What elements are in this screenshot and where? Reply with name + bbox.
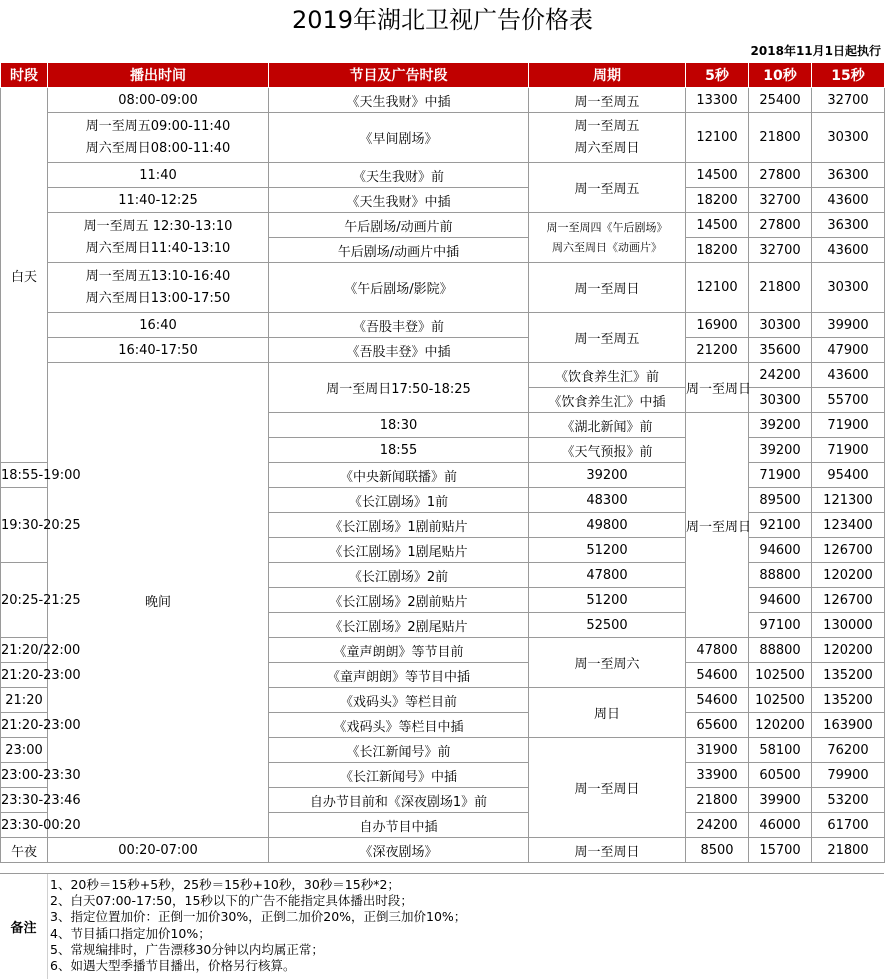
table-row <box>1 363 885 388</box>
slot-cell: 《长江剧场》2前 <box>269 563 529 588</box>
cycle-cell <box>529 113 686 163</box>
cycle-line: 周一至周四《午后剧场》 <box>546 220 668 234</box>
price-5s: 47800 <box>686 638 749 663</box>
price-5s: 51200 <box>529 588 686 613</box>
price-10s: 39900 <box>749 788 812 813</box>
price-5s: 12100 <box>686 113 749 163</box>
price-10s: 27800 <box>749 163 812 188</box>
price-15s: 120200 <box>812 638 885 663</box>
time-cell: 21:20/22:00 <box>1 638 48 663</box>
price-15s: 43600 <box>812 238 885 263</box>
time-cell <box>48 113 269 163</box>
price-15s: 79900 <box>812 763 885 788</box>
price-10s: 43600 <box>812 363 885 388</box>
price-15s: 21800 <box>812 838 885 863</box>
price-15s: 47900 <box>812 338 885 363</box>
price-5s: 18200 <box>686 188 749 213</box>
notes-list <box>50 877 466 974</box>
time-cell: 08:00-09:00 <box>48 88 269 113</box>
price-10s: 46000 <box>749 813 812 838</box>
time-cell: 周一至周日17:50-18:25 <box>269 363 529 413</box>
time-line: 周六至周日13:00-17:50 <box>85 290 231 306</box>
table-row <box>1 213 885 238</box>
note-item: 6、如遇大型季播节目播出，价格另行核算。 <box>50 958 296 974</box>
slot-cell: 《天生我财》前 <box>269 163 529 188</box>
time-cell: 23:30-23:46 <box>1 788 48 813</box>
slot-cell: 《戏码头》等栏目前 <box>269 688 529 713</box>
price-10s: 55700 <box>812 388 885 413</box>
price-15s: 95400 <box>812 463 885 488</box>
table-row <box>1 113 885 163</box>
price-5s: 48300 <box>529 488 686 513</box>
price-10s: 27800 <box>749 213 812 238</box>
slot-cell: 午后剧场/动画片前 <box>269 213 529 238</box>
period-evening: 晚间 <box>48 363 269 838</box>
price-5s: 14500 <box>686 163 749 188</box>
price-5s: 39200 <box>749 413 812 438</box>
price-15s: 126700 <box>812 588 885 613</box>
cycle-line: 周六至周日 <box>574 140 640 156</box>
header-time: 播出时间 <box>48 63 269 88</box>
price-15s: 135200 <box>812 688 885 713</box>
cycle-cell: 周一至周五 <box>529 313 686 363</box>
table-row <box>1 188 885 213</box>
price-10s: 21800 <box>749 263 812 313</box>
price-5s: 12100 <box>686 263 749 313</box>
cycle-cell: 周一至周日 <box>529 263 686 313</box>
slot-cell: 《湖北新闻》前 <box>529 413 686 438</box>
slot-cell: 《早间剧场》 <box>269 113 529 163</box>
period-midnight: 午夜 <box>1 838 48 863</box>
price-15s: 36300 <box>812 213 885 238</box>
note-item: 4、节目插口指定加价10%； <box>50 925 211 941</box>
period-day: 白天 <box>1 88 48 463</box>
price-5s: 51200 <box>529 538 686 563</box>
price-5s: 24200 <box>686 813 749 838</box>
price-15s: 53200 <box>812 788 885 813</box>
time-cell: 18:55-19:00 <box>1 463 48 488</box>
price-10s: 88800 <box>749 638 812 663</box>
price-15s: 61700 <box>812 813 885 838</box>
price-5s: 39200 <box>529 463 686 488</box>
header-row <box>1 63 885 88</box>
table-row <box>1 838 885 863</box>
note-item: 3、指定位置加价：正倒一加价30%，正倒二加价20%，正倒三加价10%； <box>50 909 467 925</box>
price-10s: 89500 <box>749 488 812 513</box>
price-5s: 33900 <box>686 763 749 788</box>
slot-cell: 自办节目前和《深夜剧场1》前 <box>269 788 529 813</box>
price-10s: 15700 <box>749 838 812 863</box>
price-15s: 123400 <box>812 513 885 538</box>
price-10s: 71900 <box>749 463 812 488</box>
price-5s: 30300 <box>749 388 812 413</box>
time-cell: 21:20 <box>1 688 48 713</box>
slot-cell: 《饮食养生汇》前 <box>529 363 686 388</box>
time-cell: 20:25-21:25 <box>1 563 48 638</box>
slot-cell: 《长江剧场》2剧前贴片 <box>269 588 529 613</box>
header-cycle: 周期 <box>529 63 686 88</box>
slot-cell: 《长江剧场》2剧尾贴片 <box>269 613 529 638</box>
price-15s: 43600 <box>812 188 885 213</box>
notes-label: 备注 <box>0 874 48 979</box>
slot-cell: 《天生我财》中插 <box>269 88 529 113</box>
slot-cell: 《童声朗朗》等节目前 <box>269 638 529 663</box>
table-row <box>1 88 885 113</box>
cycle-cell: 周一至周五 <box>529 163 686 213</box>
table-row <box>1 163 885 188</box>
cycle-cell: 周一至周六 <box>529 638 686 688</box>
cycle-cell <box>529 213 686 263</box>
slot-cell: 《长江新闻号》中插 <box>269 763 529 788</box>
table-row <box>1 263 885 313</box>
cycle-cell: 周一至周日 <box>686 363 749 413</box>
header-slot: 节目及广告时段 <box>269 63 529 88</box>
time-cell: 11:40-12:25 <box>48 188 269 213</box>
slot-cell: 午后剧场/动画片中插 <box>269 238 529 263</box>
price-10s: 71900 <box>812 438 885 463</box>
slot-cell: 《吾股丰登》前 <box>269 313 529 338</box>
price-10s: 32700 <box>749 188 812 213</box>
cycle-line: 周一至周五 <box>574 118 640 134</box>
cycle-cell: 周日 <box>529 688 686 738</box>
price-5s: 52500 <box>529 613 686 638</box>
table-row <box>1 313 885 338</box>
price-5s: 24200 <box>749 363 812 388</box>
slot-cell: 《天生我财》中插 <box>269 188 529 213</box>
price-15s: 30300 <box>812 113 885 163</box>
slot-cell: 《吾股丰登》中插 <box>269 338 529 363</box>
time-cell: 23:30-00:20 <box>1 813 48 838</box>
slot-cell: 《天气预报》前 <box>529 438 686 463</box>
price-5s: 49800 <box>529 513 686 538</box>
price-5s: 21200 <box>686 338 749 363</box>
slot-cell: 《饮食养生汇》中插 <box>529 388 686 413</box>
price-10s: 30300 <box>749 313 812 338</box>
header-price-5s: 5秒 <box>686 63 749 88</box>
cycle-cell: 周一至周日 <box>529 838 686 863</box>
header-price-10s: 10秒 <box>749 63 812 88</box>
price-5s: 54600 <box>686 663 749 688</box>
time-cell: 11:40 <box>48 163 269 188</box>
price-5s: 31900 <box>686 738 749 763</box>
note-item: 5、常规编排时，广告漂移30分钟以内均属正常； <box>50 941 324 957</box>
time-cell: 19:30-20:25 <box>1 488 48 563</box>
price-10s: 32700 <box>749 238 812 263</box>
price-15s: 32700 <box>812 88 885 113</box>
cycle-cell: 周一至周日 <box>529 738 686 838</box>
price-10s: 58100 <box>749 738 812 763</box>
price-10s: 21800 <box>749 113 812 163</box>
slot-cell: 《长江剧场》1前 <box>269 488 529 513</box>
price-10s: 102500 <box>749 663 812 688</box>
price-10s: 60500 <box>749 763 812 788</box>
slot-cell: 《长江新闻号》前 <box>269 738 529 763</box>
price-15s: 163900 <box>812 713 885 738</box>
note-item: 1、20秒＝15秒+5秒，25秒＝15秒+10秒，30秒＝15秒*2； <box>50 877 400 892</box>
slot-cell: 《长江剧场》1剧尾贴片 <box>269 538 529 563</box>
time-cell: 18:30 <box>269 413 529 438</box>
note-item: 2、白天07:00-17:50，15秒以下的广告不能指定具体播出时段； <box>50 893 413 909</box>
price-table <box>0 62 885 863</box>
time-line: 周一至周五13:10-16:40 <box>85 268 231 284</box>
price-5s: 18200 <box>686 238 749 263</box>
price-10s: 71900 <box>812 413 885 438</box>
time-line: 周一至周五 12:30-13:10 <box>83 218 233 234</box>
time-cell <box>48 213 269 263</box>
time-cell: 18:55 <box>269 438 529 463</box>
cycle-line: 周六至周日《动画片》 <box>552 240 662 254</box>
time-cell: 21:20-23:00 <box>1 663 48 688</box>
time-line: 周六至周日11:40-13:10 <box>85 240 231 256</box>
price-10s: 102500 <box>749 688 812 713</box>
time-line: 周六至周日08:00-11:40 <box>85 140 231 156</box>
price-15s: 36300 <box>812 163 885 188</box>
time-cell <box>48 263 269 313</box>
slot-cell: 《中央新闻联播》前 <box>269 463 529 488</box>
time-cell: 00:20-07:00 <box>48 838 269 863</box>
price-15s: 30300 <box>812 263 885 313</box>
price-5s: 54600 <box>686 688 749 713</box>
header-period: 时段 <box>1 63 48 88</box>
price-5s: 39200 <box>749 438 812 463</box>
sheet-title: 2019年湖北卫视广告价格表 <box>291 6 594 34</box>
slot-cell: 《午后剧场/影院》 <box>269 263 529 313</box>
slot-cell: 《深夜剧场》 <box>269 838 529 863</box>
price-10s: 97100 <box>749 613 812 638</box>
price-5s: 8500 <box>686 838 749 863</box>
price-15s: 130000 <box>812 613 885 638</box>
price-15s: 120200 <box>812 563 885 588</box>
slot-cell: 自办节目中插 <box>269 813 529 838</box>
price-15s: 39900 <box>812 313 885 338</box>
effective-date: 2018年11月1日起执行 <box>750 44 881 58</box>
price-5s: 65600 <box>686 713 749 738</box>
price-5s: 16900 <box>686 313 749 338</box>
time-cell: 23:00-23:30 <box>1 763 48 788</box>
price-10s: 120200 <box>749 713 812 738</box>
price-5s: 47800 <box>529 563 686 588</box>
price-10s: 92100 <box>749 513 812 538</box>
price-10s: 25400 <box>749 88 812 113</box>
price-10s: 35600 <box>749 338 812 363</box>
notes-section <box>0 873 884 979</box>
time-line: 周一至周五09:00-11:40 <box>85 118 231 134</box>
time-cell: 21:20-23:00 <box>1 713 48 738</box>
price-15s: 121300 <box>812 488 885 513</box>
price-5s: 21800 <box>686 788 749 813</box>
cycle-cell: 周一至周五 <box>529 88 686 113</box>
slot-cell: 《童声朗朗》等节目中插 <box>269 663 529 688</box>
table-row <box>1 338 885 363</box>
cycle-cell: 周一至周日 <box>686 413 749 638</box>
price-15s: 126700 <box>812 538 885 563</box>
time-cell: 23:00 <box>1 738 48 763</box>
price-5s: 14500 <box>686 213 749 238</box>
time-cell: 16:40 <box>48 313 269 338</box>
price-10s: 94600 <box>749 588 812 613</box>
price-10s: 88800 <box>749 563 812 588</box>
price-10s: 94600 <box>749 538 812 563</box>
price-5s: 13300 <box>686 88 749 113</box>
slot-cell: 《戏码头》等栏目中插 <box>269 713 529 738</box>
time-cell: 16:40-17:50 <box>48 338 269 363</box>
header-price-15s: 15秒 <box>812 63 885 88</box>
slot-cell: 《长江剧场》1剧前贴片 <box>269 513 529 538</box>
price-15s: 76200 <box>812 738 885 763</box>
price-15s: 135200 <box>812 663 885 688</box>
